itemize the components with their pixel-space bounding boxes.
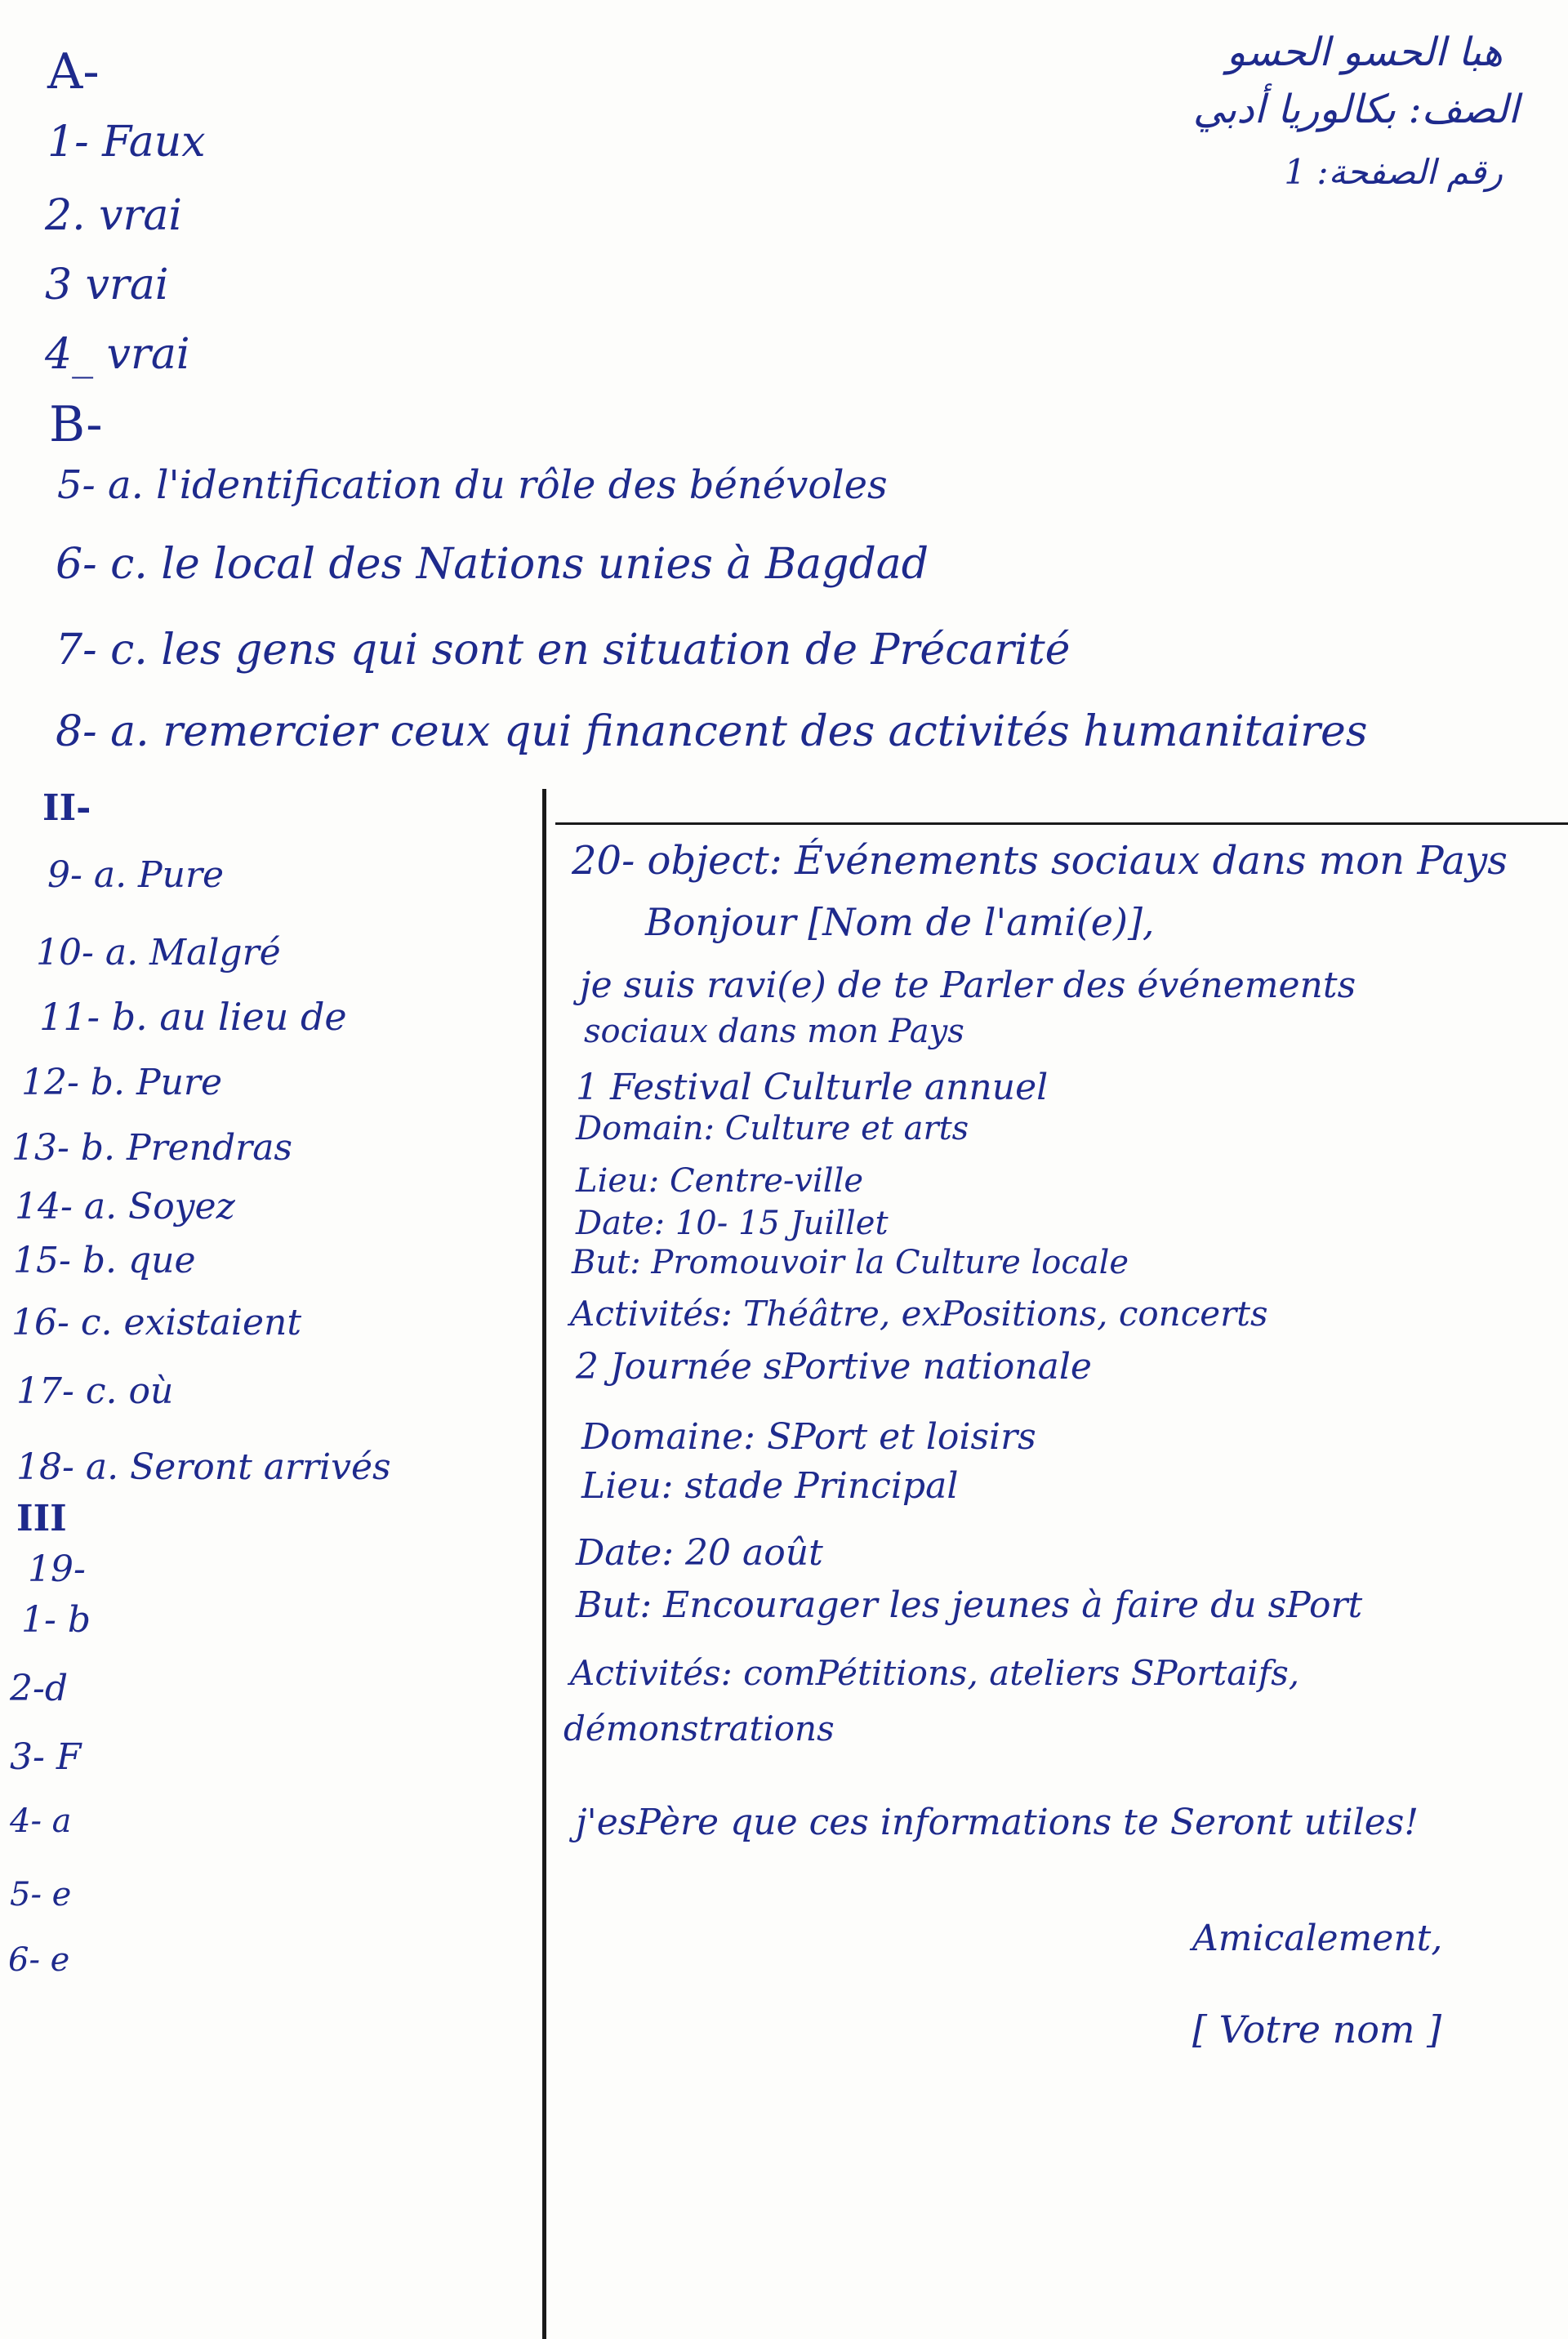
letter-signature: [ Votre nom ]	[1192, 2007, 1442, 2052]
answer-a-4: 4_ vrai	[45, 330, 190, 379]
letter-closing: j'esPère que ces informations te Seront utiles!	[576, 1802, 1419, 1843]
event1-date: Date: 10- 15 Juillet	[576, 1205, 889, 1242]
section-ii-label: II-	[42, 787, 91, 829]
answer-ii-10: 10- a. Malgré	[36, 932, 281, 973]
answer-ii-12: 12- b. Pure	[21, 1062, 222, 1103]
event2-domain: Domaine: SPort et loisirs	[581, 1416, 1036, 1458]
answer-iii-3: 3- F	[10, 1736, 82, 1778]
event2-activities-2: démonstrations	[564, 1709, 835, 1749]
event1-place: Lieu: Centre-ville	[576, 1162, 864, 1200]
event1-domain: Domain: Culture et arts	[576, 1110, 969, 1147]
letter-object: 20- object: Événements sociaux dans mon Pays	[572, 838, 1508, 884]
answer-iii-1: 1- b	[21, 1599, 91, 1641]
answer-iii-4: 4- a	[10, 1802, 72, 1840]
event1-goal: But: Promouvoir la Culture locale	[572, 1244, 1129, 1281]
answer-ii-15: 15- b. que	[13, 1240, 196, 1281]
answer-ii-14: 14- a. Soyez	[15, 1186, 235, 1227]
section-b-label: B-	[49, 396, 103, 453]
answer-ii-17: 17- c. où	[16, 1370, 174, 1412]
letter-greeting: Bonjour [Nom de l'ami(e)],	[645, 900, 1155, 944]
event2-goal: But: Encourager les jeunes à faire du sPort	[576, 1584, 1363, 1626]
event2-title: 2 Journée sPortive nationale	[576, 1346, 1092, 1388]
answer-b-5: 5- a. l'identification du rôle des bénévoles	[57, 462, 888, 508]
answer-ii-9: 9- a. Pure	[47, 854, 225, 896]
letter-top-rule	[555, 822, 1568, 825]
answer-b-7: 7- c. les gens qui sont en situation de Précarité	[56, 626, 1071, 675]
event1-activities: Activités: Théâtre, exPositions, concerts	[570, 1294, 1268, 1334]
answer-b-8: 8- a. remercier ceux qui financent des activités humanitaires	[56, 707, 1368, 756]
answer-a-2: 2. vrai	[45, 191, 183, 240]
event1-title: 1 Festival Culturle annuel	[576, 1067, 1049, 1108]
answer-a-1: 1- Faux	[47, 118, 206, 167]
event2-place: Lieu: stade Principal	[581, 1465, 959, 1507]
letter-intro-2: sociaux dans mon Pays	[584, 1013, 964, 1050]
answer-iii-2: 2-d	[10, 1668, 69, 1709]
answer-ii-16: 16- c. existaient	[11, 1302, 302, 1343]
answer-ii-13: 13- b. Prendras	[11, 1127, 293, 1169]
answer-iii-5: 5- e	[10, 1876, 72, 1914]
letter-intro-1: je suis ravi(e) de te Parler des événements	[580, 965, 1356, 1006]
section-iii-sub: 19-	[28, 1548, 86, 1590]
answer-b-6: 6- c. le local des Nations unies à Bagdad	[56, 540, 929, 589]
answer-ii-18: 18- a. Seront arrivés	[16, 1446, 391, 1488]
event2-date: Date: 20 août	[576, 1532, 823, 1574]
student-name: هبا الحسو الحسو	[1226, 29, 1503, 75]
section-a-label: A-	[47, 43, 100, 100]
answer-a-3: 3 vrai	[45, 261, 169, 310]
answer-ii-11: 11- b. au lieu de	[39, 995, 347, 1039]
page-number: رقم الصفحة: 1	[1284, 152, 1503, 192]
student-class: الصف: بكالوريا أدبي	[1192, 87, 1519, 132]
section-iii-label: III	[16, 1498, 67, 1539]
event2-activities-1: Activités: comPétitions, ateliers SPortaifs,	[570, 1653, 1300, 1693]
column-divider	[542, 789, 546, 2339]
letter-signoff: Amicalement,	[1192, 1918, 1443, 1959]
answer-iii-6: 6- e	[8, 1941, 70, 1979]
